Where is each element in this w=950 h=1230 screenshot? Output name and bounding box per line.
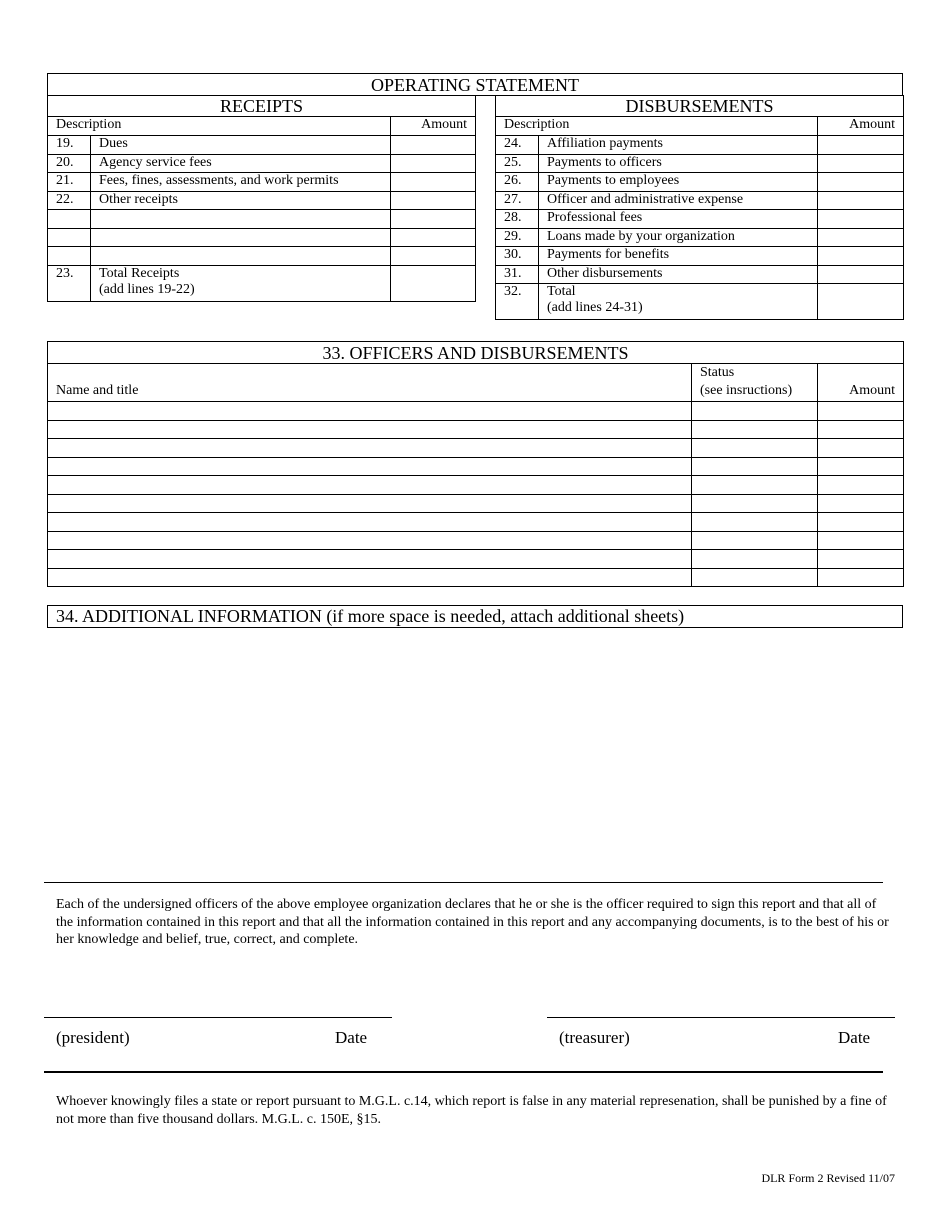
receipts-line-description: Agency service fees xyxy=(91,154,391,173)
disbursements-row xyxy=(496,136,904,155)
receipts-total-label xyxy=(91,265,391,301)
additional-info-area[interactable] xyxy=(47,628,903,878)
officer-amount-cell[interactable] xyxy=(818,402,904,421)
officer-row xyxy=(48,568,904,587)
officer-name-cell[interactable] xyxy=(48,439,692,458)
officer-status-cell[interactable] xyxy=(692,568,818,587)
disbursements-line-description: Professional fees xyxy=(539,210,818,229)
disbursements-amount-cell[interactable] xyxy=(818,210,904,229)
officer-row xyxy=(48,550,904,569)
officer-amount-cell[interactable] xyxy=(818,568,904,587)
disbursements-total-amount-cell[interactable] xyxy=(818,284,904,320)
disbursements-row xyxy=(496,210,904,229)
receipts-total-row xyxy=(48,265,476,301)
receipts-line-description xyxy=(91,210,391,229)
receipts-amount-cell[interactable] xyxy=(391,247,476,266)
receipts-row xyxy=(48,191,476,210)
disbursements-amount-cell[interactable] xyxy=(818,173,904,192)
receipts-total-number: 23. xyxy=(48,265,91,301)
officers-name-header: Name and title xyxy=(48,364,692,402)
disbursements-line-description: Payments for benefits xyxy=(539,247,818,266)
officer-row xyxy=(48,476,904,495)
officer-amount-cell[interactable] xyxy=(818,457,904,476)
president-label: (president) xyxy=(56,1028,130,1047)
officer-name-cell[interactable] xyxy=(48,402,692,421)
receipts-line-number: 20. xyxy=(48,154,91,173)
receipts-description-header: Description xyxy=(48,117,391,136)
disbursements-amount-cell[interactable] xyxy=(818,265,904,284)
receipts-total-amount-cell[interactable] xyxy=(391,265,476,301)
officers-status-header xyxy=(692,364,818,402)
declaration-top-rule xyxy=(44,882,883,883)
disbursements-line-description: Other disbursements xyxy=(539,265,818,284)
disbursements-total-row xyxy=(496,284,904,320)
disbursements-line-description: Officer and administrative expense xyxy=(539,191,818,210)
officers-status-header-line2: (see insructions) xyxy=(700,383,793,398)
receipts-amount-cell[interactable] xyxy=(391,191,476,210)
receipts-row xyxy=(48,247,476,266)
disbursements-line-description: Payments to officers xyxy=(539,154,818,173)
disbursements-row xyxy=(496,173,904,192)
receipts-line-number: 21. xyxy=(48,173,91,192)
disbursements-line-number: 25. xyxy=(496,154,539,173)
officer-status-cell[interactable] xyxy=(692,402,818,421)
officer-status-cell[interactable] xyxy=(692,550,818,569)
disbursements-amount-header: Amount xyxy=(818,117,904,136)
receipts-line-description: Other receipts xyxy=(91,191,391,210)
officer-row xyxy=(48,494,904,513)
disbursements-total-line2: (add lines 24-31) xyxy=(547,300,643,315)
receipts-line-number: 19. xyxy=(48,136,91,155)
receipts-amount-cell[interactable] xyxy=(391,173,476,192)
receipts-row xyxy=(48,154,476,173)
officer-status-cell[interactable] xyxy=(692,494,818,513)
disbursements-line-number: 29. xyxy=(496,228,539,247)
disbursements-heading: DISBURSEMENTS xyxy=(496,96,904,117)
officer-amount-cell[interactable] xyxy=(818,513,904,532)
disbursements-line-number: 28. xyxy=(496,210,539,229)
disbursements-amount-cell[interactable] xyxy=(818,247,904,266)
receipts-line-description xyxy=(91,228,391,247)
receipts-amount-cell[interactable] xyxy=(391,210,476,229)
officer-status-cell[interactable] xyxy=(692,476,818,495)
receipts-row xyxy=(48,228,476,247)
officer-amount-cell[interactable] xyxy=(818,439,904,458)
signature-bottom-rule xyxy=(44,1071,883,1073)
officer-amount-cell[interactable] xyxy=(818,531,904,550)
disbursements-amount-cell[interactable] xyxy=(818,191,904,210)
officer-amount-cell[interactable] xyxy=(818,550,904,569)
receipts-amount-header: Amount xyxy=(391,117,476,136)
receipts-amount-cell[interactable] xyxy=(391,228,476,247)
receipts-line-number: 22. xyxy=(48,191,91,210)
operating-statement-title: OPERATING STATEMENT xyxy=(47,73,903,96)
officer-row xyxy=(48,457,904,476)
receipts-amount-cell[interactable] xyxy=(391,136,476,155)
disbursements-amount-cell[interactable] xyxy=(818,228,904,247)
officer-status-cell[interactable] xyxy=(692,513,818,532)
receipts-line-number xyxy=(48,210,91,229)
disbursements-line-number: 24. xyxy=(496,136,539,155)
disbursements-table xyxy=(495,95,904,320)
officer-name-cell[interactable] xyxy=(48,457,692,476)
officer-name-cell[interactable] xyxy=(48,550,692,569)
disbursements-amount-cell[interactable] xyxy=(818,136,904,155)
form-revision-note: DLR Form 2 Revised 11/07 xyxy=(761,1171,895,1185)
receipts-total-line1: Total Receipts xyxy=(99,265,180,281)
receipts-line-number xyxy=(48,228,91,247)
officer-name-cell[interactable] xyxy=(48,420,692,439)
officer-row xyxy=(48,402,904,421)
disbursements-total-line1: Total xyxy=(547,284,576,299)
president-date-label: Date xyxy=(335,1028,368,1047)
additional-info-title: 34. ADDITIONAL INFORMATION (if more space is needed, attach additional sheets) xyxy=(47,605,903,628)
disbursements-line-number: 26. xyxy=(496,173,539,192)
receipts-line-description xyxy=(91,247,391,266)
officer-amount-cell[interactable] xyxy=(818,420,904,439)
officer-status-cell[interactable] xyxy=(692,439,818,458)
officer-status-cell[interactable] xyxy=(692,531,818,550)
disbursements-row xyxy=(496,228,904,247)
officers-table xyxy=(47,341,904,587)
declaration-text: Each of the undersigned officers of the above employee organization declares that he or she is the officer required to sign this report and that all of the information contained in this report and that all the information contained in this report and any accompanying documents, is to the best of his or her knowledge and belief, true, correct, and complete. xyxy=(56,897,889,947)
officer-name-cell[interactable] xyxy=(48,476,692,495)
disbursements-line-number: 30. xyxy=(496,247,539,266)
officers-status-header-line1: Status xyxy=(700,365,735,380)
officer-amount-cell[interactable] xyxy=(818,494,904,513)
receipts-heading: RECEIPTS xyxy=(48,96,476,117)
disbursements-line-description: Loans made by your organization xyxy=(539,228,818,247)
disbursements-row xyxy=(496,247,904,266)
officers-amount-header: Amount xyxy=(818,364,904,402)
officer-row xyxy=(48,420,904,439)
president-signature-line[interactable] xyxy=(44,1017,392,1018)
disbursements-amount-cell[interactable] xyxy=(818,154,904,173)
treasurer-label: (treasurer) xyxy=(559,1028,630,1047)
receipts-line-number xyxy=(48,247,91,266)
officer-status-cell[interactable] xyxy=(692,420,818,439)
disbursements-total-label xyxy=(539,284,818,320)
penalty-warning-text: Whoever knowingly files a state or report pursuant to M.G.L. c.14, which report is false in any material represenation, shall be punished by a fine of not more than five thousand dollars. M.G.L. c. 150E, §15. xyxy=(56,1094,887,1127)
disbursements-line-number: 27. xyxy=(496,191,539,210)
receipts-line-description: Dues xyxy=(91,136,391,155)
officer-name-cell[interactable] xyxy=(48,494,692,513)
receipts-line-description: Fees, fines, assessments, and work permits xyxy=(91,173,391,192)
disbursements-description-header: Description xyxy=(496,117,818,136)
receipts-row xyxy=(48,136,476,155)
treasurer-date-label: Date xyxy=(838,1028,871,1047)
officers-title: 33. OFFICERS AND DISBURSEMENTS xyxy=(48,342,904,364)
officer-name-cell[interactable] xyxy=(48,513,692,532)
officer-name-cell[interactable] xyxy=(48,568,692,587)
officer-row xyxy=(48,439,904,458)
disbursements-total-number: 32. xyxy=(496,284,539,320)
disbursements-line-number: 31. xyxy=(496,265,539,284)
receipts-total-line2: (add lines 19-22) xyxy=(99,281,195,297)
receipts-table xyxy=(47,95,476,302)
officer-name-cell[interactable] xyxy=(48,531,692,550)
disbursements-row xyxy=(496,191,904,210)
receipts-row xyxy=(48,173,476,192)
disbursements-row xyxy=(496,154,904,173)
disbursements-line-description: Affiliation payments xyxy=(539,136,818,155)
receipts-amount-cell[interactable] xyxy=(391,154,476,173)
disbursements-line-description: Payments to employees xyxy=(539,173,818,192)
disbursements-row xyxy=(496,265,904,284)
officer-row xyxy=(48,531,904,550)
officer-status-cell[interactable] xyxy=(692,457,818,476)
officer-amount-cell[interactable] xyxy=(818,476,904,495)
receipts-row xyxy=(48,210,476,229)
officer-row xyxy=(48,513,904,532)
treasurer-signature-line[interactable] xyxy=(547,1017,895,1018)
